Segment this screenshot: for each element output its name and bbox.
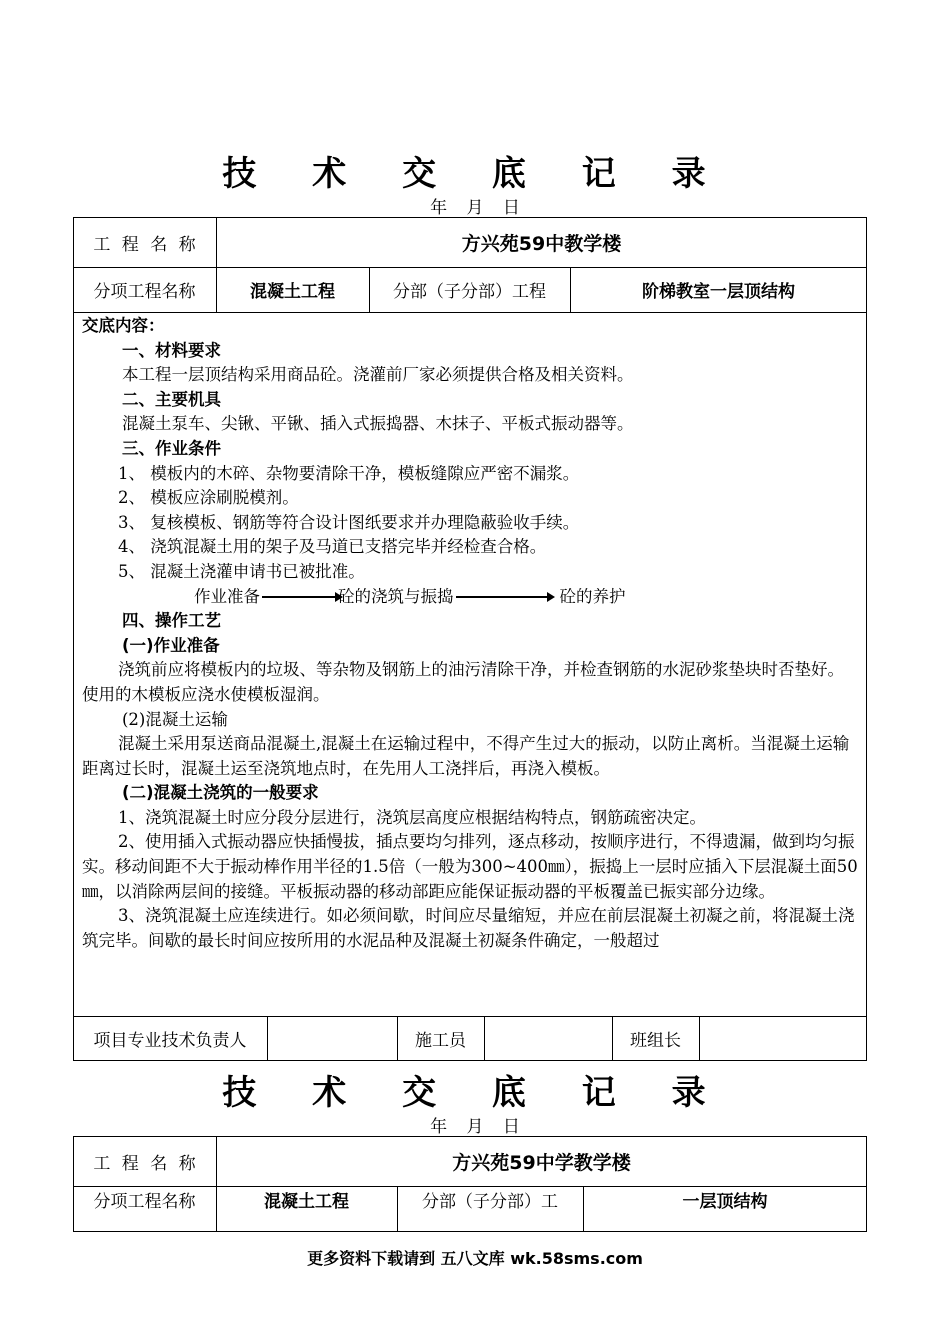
record-2-division-label: 分部（子分部）工 <box>422 1191 558 1212</box>
division-value: 阶梯教室一层顶结构 <box>642 282 795 302</box>
record-date: 年 月 日 <box>430 198 520 218</box>
content-body <box>82 314 858 953</box>
condition-1: 1、 模板内的木碎、杂物要清除干净，模板缝隙应严密不漏浆。 <box>118 463 580 483</box>
section-3-title: 三、作业条件 <box>122 438 221 458</box>
sign-tech-lead-label: 项目专业技术负责人 <box>93 1031 247 1051</box>
arrow-right-icon <box>262 596 336 598</box>
section-1-text: 本工程一层顶结构采用商品砼。浇灌前厂家必须提供合格及相关资料。 <box>122 365 634 385</box>
flow-step-3: 砼的养护 <box>559 586 626 606</box>
sign-team-lead-field[interactable] <box>699 1016 867 1061</box>
sign-constructor-field[interactable] <box>484 1016 612 1061</box>
section-2-text: 混凝土泵车、尖锹、平锹、插入式振捣器、木抹子、平板式振动器等。 <box>122 414 634 434</box>
record-2-project-value: 方兴苑59中学教学楼 <box>452 1151 631 1174</box>
sub-item-label: 分项工程名称 <box>93 282 196 302</box>
sign-team-lead-label: 班组长 <box>630 1031 681 1051</box>
condition-3: 3、 复核模板、钢筋等符合设计图纸要求并办理隐蔽验收手续。 <box>118 512 580 532</box>
flow-step-2: 砼的浇筑与振捣 <box>338 586 454 606</box>
requirement-1: 1、浇筑混凝土时应分段分层进行，浇筑层高度应根据结构特点，钢筋疏密决定。 <box>118 807 706 827</box>
division-label: 分部（子分部）工程 <box>393 282 546 302</box>
process-flow <box>82 585 858 610</box>
record-2-date: 年 月 日 <box>430 1117 520 1137</box>
condition-5: 5、 混凝土浇灌申请书已被批准。 <box>118 561 365 581</box>
record-2-sub-item-label: 分项工程名称 <box>93 1191 196 1212</box>
project-name-label: 工 程 名 称 <box>93 234 196 255</box>
sub-item-value: 混凝土工程 <box>250 282 335 302</box>
sign-constructor-label: 施工员 <box>415 1031 466 1051</box>
content-label: 交底内容： <box>82 316 165 335</box>
record-2-title: 技 术 交 底 记 录 <box>222 1073 728 1113</box>
project-name-value: 方兴苑59中教学楼 <box>461 232 622 255</box>
arrow-right-icon <box>456 596 548 598</box>
subsection-1-title: (一)作业准备 <box>122 635 220 655</box>
section-1-title: 一、材料要求 <box>122 340 221 360</box>
subsection-3-title: (二)混凝土浇筑的一般要求 <box>122 783 319 803</box>
record-2-sub-item-value: 混凝土工程 <box>264 1191 349 1212</box>
record-title: 技 术 交 底 记 录 <box>222 154 728 194</box>
sign-tech-lead-field[interactable] <box>267 1016 397 1061</box>
record-2-project-label: 工 程 名 称 <box>93 1153 196 1174</box>
record-2-division-value: 一层顶结构 <box>682 1191 768 1212</box>
footer-watermark: 更多资料下载请到 五八文库 wk.58sms.com <box>307 1249 643 1268</box>
section-2-title: 二、主要机具 <box>122 389 221 409</box>
subsection-2-text: 混凝土采用泵送商品混凝土,混凝土在运输过程中，不得产生过大的振动，以防止离析。当混凝土运输距离过长时，混凝土运至浇筑地点时，在先用人工浇拌后，再浇入模板。 <box>82 734 850 778</box>
condition-2: 2、 模板应涂刷脱模剂。 <box>118 488 299 508</box>
subsection-1-text: 浇筑前应将模板内的垃圾、等杂物及钢筋上的油污清除干净，并检查钢筋的水泥砂浆垫块时否垫好。使用的木模板应浇水使模板湿润。 <box>82 660 844 704</box>
subsection-2-title: (2)混凝土运输 <box>122 709 228 729</box>
flow-step-1: 作业准备 <box>194 586 260 606</box>
section-4-title: 四、操作工艺 <box>122 611 221 631</box>
requirement-3: 3、浇筑混凝土应连续进行。如必须间歇，时间应尽量缩短，并应在前层混凝土初凝之前，将混凝土浇筑完毕。间歇的最长时间应按所用的水泥品种及混凝土初凝条件确定，一般超过 <box>82 906 855 950</box>
condition-4: 4、 浇筑混凝土用的架子及马道已支搭完毕并经检查合格。 <box>118 537 547 557</box>
requirement-2: 2、使用插入式振动器应快插慢拔，插点要均匀排列，逐点移动，按顺序进行，不得遗漏，做到均匀振实。移动间距不大于振动棒作用半径的1.5倍（一般为300~400㎜），振捣上一层时应插入下层混凝土面50㎜，以消除两层间的接缝。平板振动器的移动部距应能保证振动器的平板覆盖已振实部分边缘。 <box>82 832 858 901</box>
